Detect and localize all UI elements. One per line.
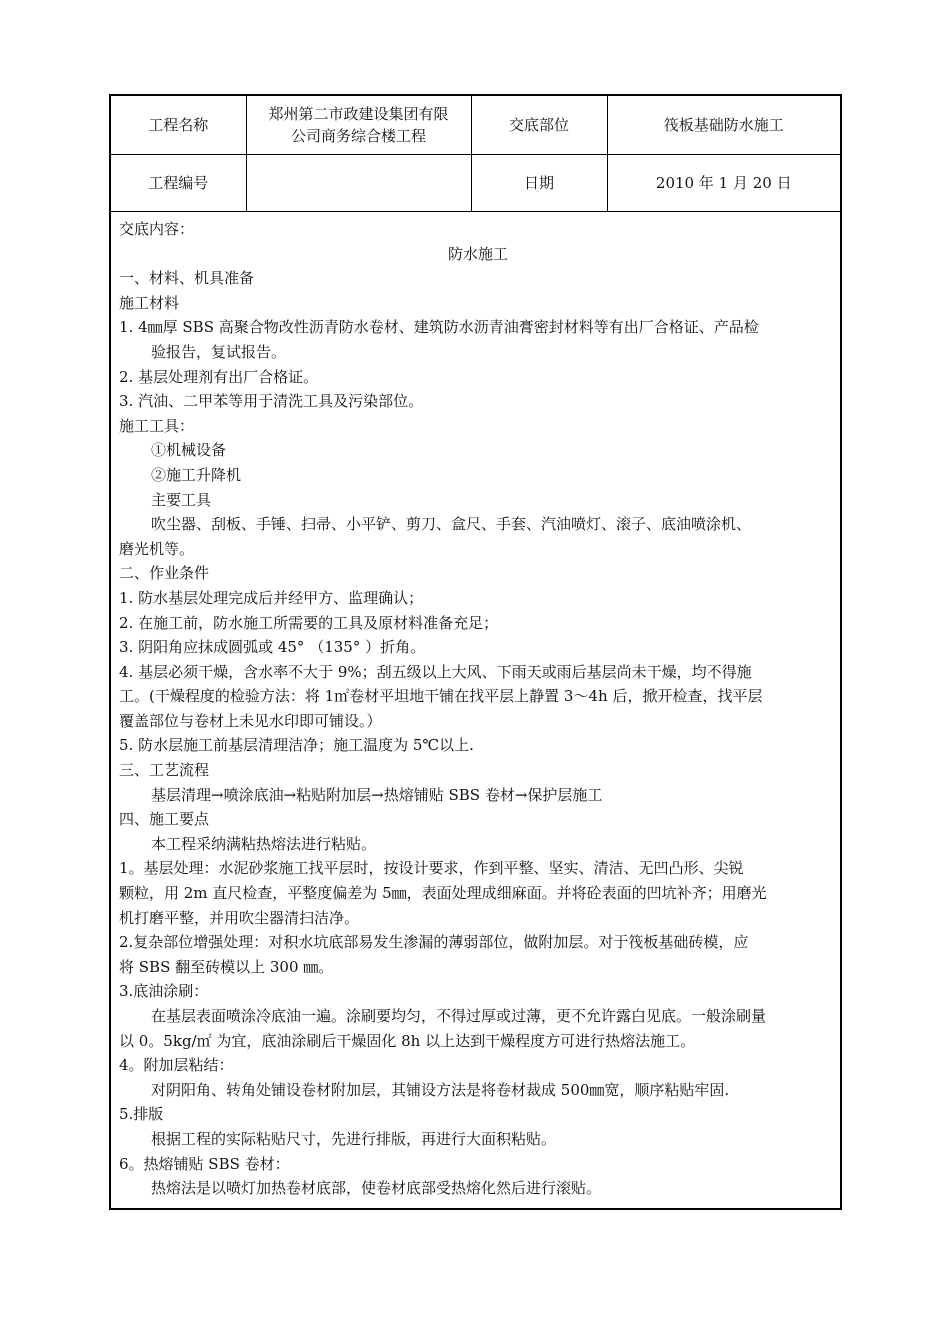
project-name-label: 工程名称 (111, 96, 246, 155)
tool-item-3: 主要工具 (151, 490, 212, 509)
date-value: 2010 年 1 月 20 日 (607, 155, 840, 212)
project-name-line-1: 郑州第二市政建设集团有限 (268, 105, 449, 123)
key-point-3-line-1: 在基层表面喷涂冷底油一遍。涂刷要均匀，不得过厚或过薄，更不允许露白见底。一般涂刷量 (151, 1007, 767, 1025)
project-name-value (246, 96, 471, 155)
tools-list-line-2: 磨光机等。 (119, 539, 195, 558)
key-point-5-line-1: 根据工程的实际粘贴尺寸，先进行排版，再进行大面积粘贴。 (151, 1129, 557, 1148)
disclosure-part-label: 交底部位 (471, 96, 607, 155)
materials-heading: 施工材料 (119, 293, 180, 312)
tool-item-1: ①机械设备 (151, 441, 227, 460)
content-intro: 交底内容： (119, 220, 195, 238)
condition-item-4-line-3: 覆盖部位与卷材上未见水印即可铺设。） (119, 711, 382, 730)
header-row-1 (111, 96, 840, 155)
process-flow: 基层清理→喷涂底油→粘贴附加层→热熔铺贴 SBS 卷材→保护层施工 (151, 785, 603, 804)
condition-item-3: 3. 阴阳角应抹成圆弧或 45° （135° ）折角。 (119, 638, 426, 657)
key-point-1-line-2: 颗粒，用 2m 直尺检查，平整度偏差为 5㎜，表面处理成细麻面。并将砼表面的凹坑补齐；用磨光 (119, 884, 767, 903)
key-point-6-heading: 6。热熔铺贴 SBS 卷材： (119, 1154, 290, 1173)
condition-item-1: 1. 防水基层处理完成后并经甲方、监理确认； (119, 588, 424, 607)
tools-list-line-1: 吹尘器、刮板、手锤、扫帚、小平铲、剪刀、盒尺、手套、汽油喷灯、滚子、底油喷涂机、 (151, 515, 752, 534)
condition-item-4-line-2: 工。(干燥程度的检验方法：将 1㎡卷材平坦地干铺在找平层上静置 3～4h 后，掀开检查，找平层 (119, 687, 763, 706)
section-2-heading: 二、作业条件 (119, 564, 210, 583)
section-4-heading: 四、施工要点 (119, 810, 210, 829)
section-3-heading: 三、工艺流程 (119, 761, 210, 780)
key-point-3-line-2: 以 0。5kg/㎡ 为宜，底油涂刷后干燥固化 8h 以上达到干燥程度方可进行热熔法施工。 (119, 1031, 696, 1050)
header-table (111, 96, 840, 212)
key-point-4-heading: 4。附加层粘结： (119, 1056, 234, 1075)
project-no-value (246, 155, 471, 212)
material-item-1-line-2: 验报告，复试报告。 (151, 342, 287, 361)
key-point-5-heading: 5.排版 (119, 1105, 164, 1124)
key-point-2-line-2: 将 SBS 翻至砖模以上 300 ㎜。 (119, 957, 334, 976)
material-item-1-line-1: 1. 4㎜厚 SBS 高聚合物改性沥青防水卷材、建筑防水沥青油膏密封材料等有出厂合格证、产品检 (119, 318, 759, 337)
key-point-2-line-1: 2.复杂部位增强处理：对积水坑底部易发生渗漏的薄弱部位，做附加层。对于筏板基础砖模，应 (119, 933, 749, 952)
condition-item-4-line-1: 4. 基层必须干燥，含水率不大于 9%；刮五级以上大风、下雨天或雨后基层尚未干燥，均不得施 (119, 662, 752, 681)
project-no-label: 工程编号 (111, 155, 246, 212)
disclosure-sheet (109, 94, 842, 1210)
section-1-heading: 一、材料、机具准备 (119, 269, 255, 288)
key-point-1-line-3: 机打磨平整，并用吹尘器清扫洁净。 (119, 908, 360, 927)
key-points-intro: 本工程采纳满粘热熔法进行粘贴。 (151, 834, 377, 853)
disclosure-content (119, 217, 837, 1201)
project-name-line-2: 公司商务综合楼工程 (290, 127, 426, 145)
condition-item-2: 2. 在施工前，防水施工所需要的工具及原材料准备充足； (119, 613, 499, 632)
condition-item-5: 5. 防水层施工前基层清理洁净；施工温度为 5℃以上. (119, 736, 474, 755)
content-title: 防水施工 (447, 244, 508, 263)
key-point-4-line-1: 对阴阳角、转角处铺设卷材附加层，其铺设方法是将卷材裁成 500㎜宽，顺序粘贴牢固. (151, 1080, 730, 1099)
key-point-3-heading: 3.底油涂刷： (119, 982, 209, 1001)
date-label: 日期 (471, 155, 607, 212)
tools-heading: 施工工具： (119, 416, 195, 435)
disclosure-part-value: 筏板基础防水施工 (607, 96, 840, 155)
key-point-1-line-1: 1。基层处理：水泥砂浆施工找平层时，按设计要求，作到平整、坚实、清洁、无凹凸形、尖锐 (119, 859, 744, 878)
key-point-6-line-1: 热熔法是以喷灯加热卷材底部，使卷材底部受热熔化然后进行滚贴。 (151, 1179, 602, 1198)
material-item-2: 2. 基层处理剂有出厂合格证。 (119, 367, 319, 386)
material-item-3: 3. 汽油、二甲苯等用于清洗工具及污染部位。 (119, 392, 424, 411)
header-row-2 (111, 155, 840, 212)
tool-item-2: ②施工升降机 (151, 465, 242, 484)
